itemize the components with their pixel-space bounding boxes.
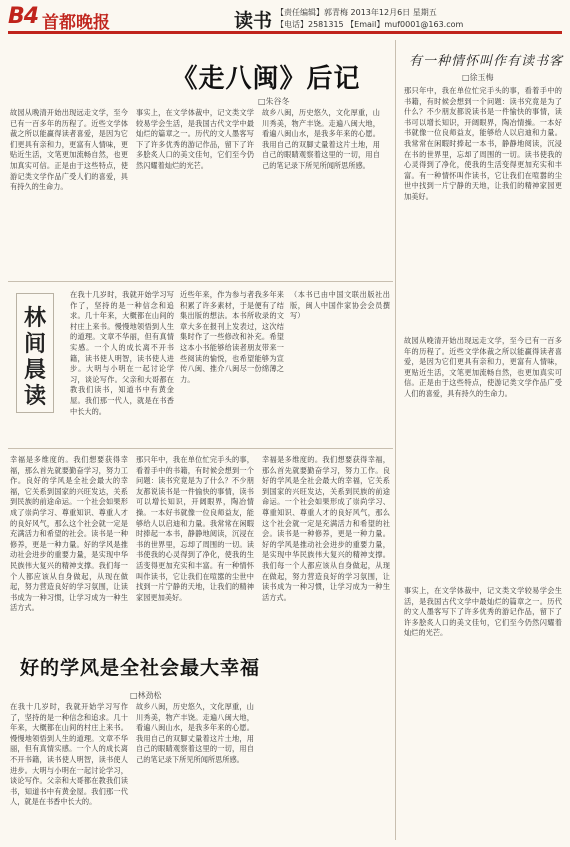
article-paragraph: 故乡八闽，历史悠久，文化厚重，山川秀美，物产丰饶。走遍八闽大地，看遍八闽山水，是我多年来的心愿。我用自己的双脚丈量着这片土地，用自己的眼睛观察着这里的一切，用自己的笔记录下所见所闻所思所感。 (262, 108, 380, 170)
column-text: （本书已由中国文联出版社出版，闽人中国作家协会会员撰写） (290, 290, 390, 321)
column-logo (10, 293, 60, 443)
column-divider (395, 40, 396, 840)
article2-text: 那只年中，我在单位忙完手头的事，看着手中的书籍，有时候会想到一个问题：读书究竟是为了什么？不少朋友都说读书是一件愉快的事情，读书可以增长知识，开阔眼界，陶冶情操。一本好书就像一位良师益友，能够给人以启迪和力量。我常常在闲暇时捧起一本书，静静地阅读，沉浸在书的世界里，忘却了周围的一切。读书使我的心灵得到了净化，使我的生活变得更加充实和丰富。有一种情怀叫作读书，它让我们在喧嚣的尘世中找到一片宁静的天地，让我们的精神家园更加美好。 (404, 86, 562, 201)
page-number: B4 (8, 4, 39, 29)
article-paragraph: 故园从晚清开始出现远走文学，至今已有一百多年的历程了。近些文学体裁之所以能赢得读者喜爱，是因为它们更具有亲和力，更富有人情味，更贴近生活，文笔更加流畅自然，也更加真实可信。正是由于这些特点，使游记类文学作品广受人们的喜爱，具有持久的生命力。 (10, 108, 128, 192)
article-paragraph: 事实上，在文学体裁中，记文类文学较易学会生活，是我国古代文学中最灿烂的篇章之一。历代的文人墨客写下了许多优秀的游记作品，留下了许多脍炙人口的美文佳句，它们至今仍然闪耀着灿烂的光芒。 (136, 108, 254, 170)
article2-title: 有一种情怀叫作有读书客 (408, 54, 563, 69)
column-logo-char: 晨 (23, 357, 46, 383)
article3-text: 幸福是多维度的。我们想要获得幸福，那么首先就要勤奋学习，努力工作。良好的学风是全社会最大的幸福，它关系到国家的兴旺发达，关系到民族的前途命运。一个社会如果形成了崇尚学习、尊重知识、尊重人才的良好风气，那么这个社会就一定是充满活力和希望的社会。读书是一种修养，更是一种力量。好的学风是推动社会进步的重要力量，是实现中华民族伟大复兴的精神支撑。我们每一个人都应该从自身做起，从现在做起，努力营造良好的学习氛围，让读书成为一种习惯，让学习成为一种生活方式。 (262, 455, 390, 602)
section-title: 读书 (234, 10, 273, 32)
column-text: 近些年来，作为参与者我多年来积累了许多素材，于是便有了结集出版的想法。本书所收录的文章大多在报刊上发表过，这次结集时作了一些修改和补充。希望这本小书能够给读者朋友带来一些阅读的愉悦，也希望能够为宣传八闽、推介八闽尽一份绵薄之力。 (180, 290, 284, 384)
masthead (8, 4, 562, 34)
article2-text: 事实上，在文学体裁中，记文类文学较易学会生活，是我国古代文学中最灿烂的篇章之一。历代的文人墨客写下了许多优秀的游记作品，留下了许多脍炙人口的美文佳句，它们至今仍然闪耀着灿烂的光芒。 (404, 586, 562, 638)
paper-name: 首都晚报 (42, 13, 110, 33)
article3-text: 故乡八闽，历史悠久，文化厚重，山川秀美，物产丰饶。走遍八闽大地，看遍八闽山水，是我多年来的心愿。我用自己的双脚丈量着这片土地，用自己的眼睛观察着这里的一切，用自己的笔记录下所见所闻所思所感。 (136, 702, 254, 764)
column-text: 在我十几岁时，我就开始学习写作了，坚持的是一种信念和追求。几十年来，大概都在山间的村庄上来书。慢慢地领悟到人生的道理。文章不华丽，但有真情实感。一个人的成长离不开书籍，读书使人明智，读书使人进步。大明与小明在一起讨论学习，谈论写作。父亲和大哥都在教我们读书，知道书中有黄金屋。我们那一代人，就是在书香中长大的。 (70, 290, 174, 416)
article-title: 《走八闽》后记 (171, 64, 361, 94)
column-logo-char: 读 (23, 383, 46, 409)
article2-text: 故园从晚清开始出现远走文学，至今已有一百多年的历程了。近些文学体裁之所以能赢得读者喜爱，是因为它们更具有亲和力，更富有人情味，更贴近生活，文笔更加流畅自然，也更加真实可信。正是由于这些特点，使游记类文学作品广受人们的喜爱，具有持久的生命力。 (404, 336, 562, 398)
article3-byline: □林劲松 (130, 691, 162, 700)
article3-text: 幸福是多维度的。我们想要获得幸福，那么首先就要勤奋学习，努力工作。良好的学风是全社会最大的幸福，它关系到国家的兴旺发达，关系到民族的前途命运。一个社会如果形成了崇尚学习、尊重知识、尊重人才的良好风气，那么这个社会就一定是充满活力和希望的社会。读书是一种修养，更是一种力量。好的学风是推动社会进步的重要力量，是实现中华民族伟大复兴的精神支撑。我们每一个人都应该从自身做起，从现在做起，努力营造良好的学习氛围，让读书成为一种习惯，让学习成为一种生活方式。 (10, 455, 128, 613)
section-divider (8, 281, 393, 282)
article3-text: 那只年中，我在单位忙完手头的事，看着手中的书籍，有时候会想到一个问题：读书究竟是为了什么？不少朋友都说读书是一件愉快的事情，读书可以增长知识，开阔眼界，陶冶情操。一本好书就像一位良师益友，能够给人以启迪和力量。我常常在闲暇时捧起一本书，静静地阅读，沉浸在书的世界里，忘却了周围的一切。读书使我的心灵得到了净化，使我的生活变得更加充实和丰富。有一种情怀叫作读书，它让我们在喧嚣的尘世中找到一片宁静的天地，让我们的精神家园更加美好。 (136, 455, 254, 602)
editor-info: 【责任编辑】郭青梅 2013年12月6日 星期五 (276, 8, 437, 17)
column-logo-char: 间 (23, 331, 46, 357)
section-divider (8, 448, 393, 449)
article3-text: 在我十几岁时，我就开始学习写作了，坚持的是一种信念和追求。几十年来，大概都在山间的村庄上来书。慢慢地领悟到人生的道理。文章不华丽，但有真情实感。一个人的成长离不开书籍，读书使人明智，读书使人进步。大明与小明在一起讨论学习，谈论写作。父亲和大哥都在教我们读书，知道书中有黄金屋。我们那一代人，就是在书香中长大的。 (10, 702, 128, 807)
article-byline: □朱谷冬 (258, 97, 290, 106)
contact-info: 【电话】2581315 【Email】muf0001@163.com (276, 20, 464, 29)
article2-byline: □徐玉梅 (462, 73, 494, 82)
article3-title: 好的学风是全社会最大幸福 (20, 657, 261, 679)
column-logo-char: 林 (23, 305, 46, 331)
